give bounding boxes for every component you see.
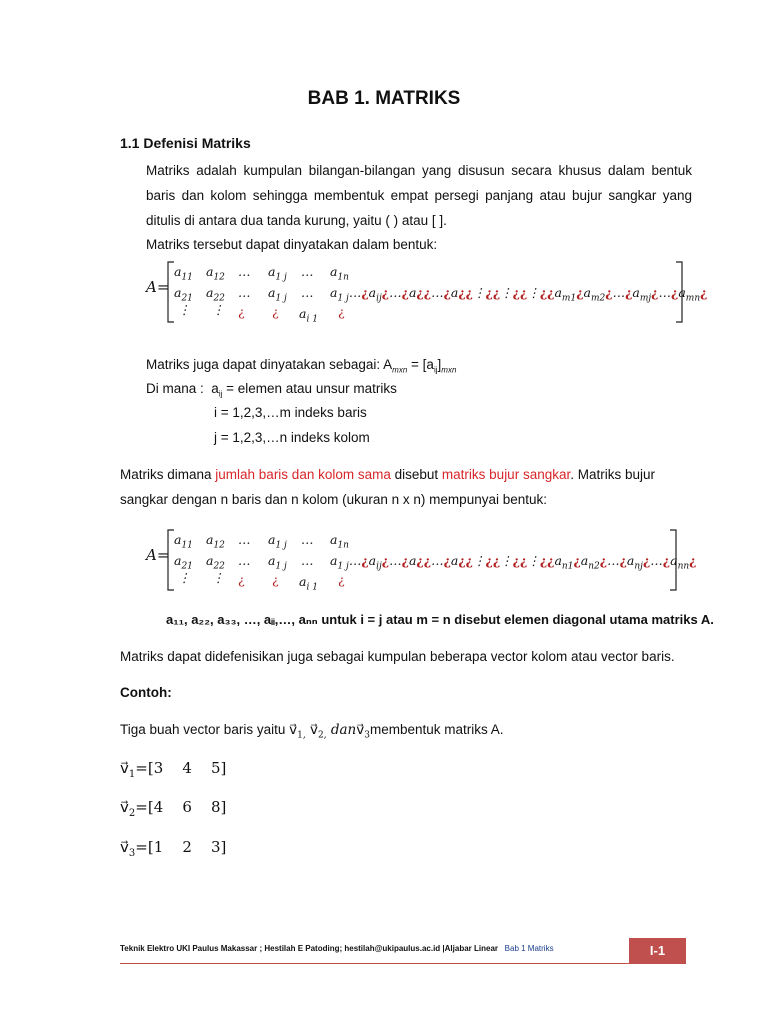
notation-text: Matriks juga dapat dinyatakan sebagai: A <box>146 357 393 372</box>
vector-name: v⃗ <box>120 838 129 856</box>
vector-value: 2 <box>182 838 192 856</box>
footer-rule <box>120 963 686 964</box>
vector-sub: 1 <box>128 769 136 780</box>
j-index-line: j = 1,2,3,…n indeks kolom <box>214 430 370 445</box>
matrix-cell: … <box>238 264 251 279</box>
footer-course: |Aljabar Linear <box>440 944 498 953</box>
matrix-cell: ⋮ <box>178 302 191 317</box>
matrix-cell: … <box>238 553 251 568</box>
matrix-lhs: A= <box>146 546 170 564</box>
matrix-1 <box>146 258 708 328</box>
matrix-cell: $a_{22}$ <box>206 553 225 572</box>
contoh-label: Contoh: <box>120 685 172 700</box>
example-line <box>120 722 504 741</box>
vector-value: 8 <box>210 798 221 816</box>
vector-sub: 2 <box>128 808 136 819</box>
page-number: I-1 <box>629 938 686 964</box>
section-heading: 1.1 Defenisi Matriks <box>120 135 251 151</box>
notation-line <box>146 357 456 375</box>
matrix-cell: … <box>301 285 314 300</box>
vector-value: 3 <box>210 838 221 856</box>
matrix-cell: … <box>301 264 314 279</box>
diagonal-line: a₁₁, a₂₂, a₃₃, …, aᵢᵢ,…, aₙₙ untuk i = j atau m = n disebut elemen diagonal utama matriks A. <box>166 612 714 627</box>
matrix-cell: ¿ <box>272 304 279 319</box>
dan-word: dan <box>326 722 357 738</box>
square-text: . Matriks bujur <box>570 467 656 482</box>
aij-description: = elemen atau unsur matriks <box>222 381 397 396</box>
notation-mid: = [a <box>407 357 434 372</box>
matrix-cell: … <box>301 532 314 547</box>
matrix-cell: ¿ <box>238 304 245 319</box>
matrix-cell: ⋮ <box>178 570 191 585</box>
vector-name: v⃗ <box>120 759 129 777</box>
footer-text <box>120 944 554 953</box>
matrix-cell: $a_{11}$ <box>174 532 193 551</box>
matrix-cell: … <box>238 532 251 547</box>
matrix-2 <box>146 526 697 596</box>
example-text: membentuk matriks A. <box>369 722 504 737</box>
i-index-line: i = 1,2,3,…m indeks baris <box>214 405 367 420</box>
vector-row-3: $v⃗_3=[1$ 2 3] <box>120 838 227 859</box>
vector-symbol: v⃗ <box>305 722 318 738</box>
matrix-row-tail: $a_{1 j}\dots¿a_{ij}¿\dots¿a¿¿\dots¿a¿¿⋮¿¿⋮¿¿⋮¿¿a_{m1}¿a_{m2}¿\dots¿a_{mj}¿\dots¿a_{mn}¿$ <box>330 285 708 304</box>
vector-row-1: $v⃗_1=[3$ 4 5] <box>120 759 227 780</box>
matrix-cell: $a_{1 j}$ <box>268 285 287 304</box>
vector-value: 4 <box>153 798 164 816</box>
vector-sub: 3 <box>128 848 136 859</box>
aij-sub: ij <box>218 389 223 399</box>
matrix-cell: ¿ <box>338 304 345 319</box>
matrix-cell: $a_{1 j}$ <box>268 553 287 572</box>
vector-value: 6 <box>182 798 192 816</box>
aij-symbol: a <box>211 381 219 396</box>
dimana-line <box>146 381 397 399</box>
square-matrix-line1 <box>120 467 655 482</box>
matrix-cell: ¿ <box>272 572 279 587</box>
vector-row-2: $v⃗_2=[4$ 6 8] <box>120 798 227 819</box>
matrix-cell: $a_{11}$ <box>174 264 193 283</box>
matrix-cell: ¿ <box>238 572 245 587</box>
square-text: Matriks dimana <box>120 467 216 482</box>
form-intro: Matriks tersebut dapat dinyatakan dalam bentuk: <box>146 237 438 252</box>
notation-sub: ij <box>433 365 438 375</box>
vector-sub: 2, <box>317 730 327 741</box>
vector-sub: 3 <box>364 730 370 741</box>
example-text: Tiga buah vector baris yaitu <box>120 722 290 737</box>
matrix-cell: $a_{i 1}$ <box>299 574 318 593</box>
square-matrix-line2: sangkar dengan n baris dan n kolom (ukuran n x n) mempunyai bentuk: <box>120 492 547 507</box>
vector-symbol: v⃗ <box>289 722 298 738</box>
matrix-cell: $a_{22}$ <box>206 285 225 304</box>
vector-value: 4 <box>182 759 192 777</box>
footer-chapter: Bab 1 Matriks <box>504 944 554 953</box>
matrix-cell: ⋮ <box>212 302 225 317</box>
square-text: disebut <box>390 467 442 482</box>
matrix-cell: ¿ <box>338 572 345 587</box>
vector-symbol: v⃗ <box>356 722 365 738</box>
vector-sub: 1, <box>297 730 306 741</box>
matrix-cell: $a_{12}$ <box>206 264 225 283</box>
matrix-cell: $a_{1n}$ <box>330 264 349 283</box>
matrix-cell: $a_{21}$ <box>174 285 193 304</box>
dimana-label: Di mana : <box>146 381 204 396</box>
notation-sub: mxn <box>441 365 457 375</box>
matrix-cell: $a_{1 j}$ <box>268 532 287 551</box>
matrix-row-tail: $a_{1 j}\dots¿a_{ij}¿\dots¿a¿¿\dots¿a¿¿⋮¿¿⋮¿¿⋮¿¿a_{n1}¿a_{n2}¿\dots¿a_{nj}¿\dots¿a_{nn}¿$ <box>330 553 697 572</box>
notation-sub: mxn <box>392 365 408 375</box>
vector-value: 3 <box>153 759 164 777</box>
definition-paragraph: Matriks adalah kumpulan bilangan-bilangan yang disusun secara khusus dalam bentuk baris dan kolom sehingga membentuk empat persegi panjang atau bujur sangkar yang ditulis di antara dua tanda kurung, yaitu ( ) atau [ ]. <box>146 163 692 228</box>
matrix-cell: ⋮ <box>212 570 225 585</box>
notation-end: ] <box>437 357 442 372</box>
matrix-cell: $a_{1n}$ <box>330 532 349 551</box>
matrix-cell: $a_{12}$ <box>206 532 225 551</box>
matrix-cell: $a_{21}$ <box>174 553 193 572</box>
matrix-cell: … <box>238 285 251 300</box>
vector-value: 5 <box>210 759 221 777</box>
page-title: BAB 1. MATRIKS <box>307 88 461 109</box>
highlight-text: jumlah baris dan kolom sama <box>215 467 391 482</box>
matrix-cell: $a_{i 1}$ <box>299 306 318 325</box>
vector-definition: Matriks dapat didefenisikan juga sebagai kumpulan beberapa vector kolom atau vector baris. <box>120 649 675 664</box>
vector-name: v⃗ <box>120 798 129 816</box>
vector-value: 1 <box>153 838 164 856</box>
footer-author: Teknik Elektro UKI Paulus Makassar ; Hestilah E Patoding; hestilah@ukipaulus.ac.id <box>120 944 441 953</box>
highlight-text: matriks bujur sangkar <box>441 467 571 482</box>
matrix-lhs: A= <box>146 278 170 296</box>
matrix-cell: $a_{1 j}$ <box>268 264 287 283</box>
matrix-cell: … <box>301 553 314 568</box>
